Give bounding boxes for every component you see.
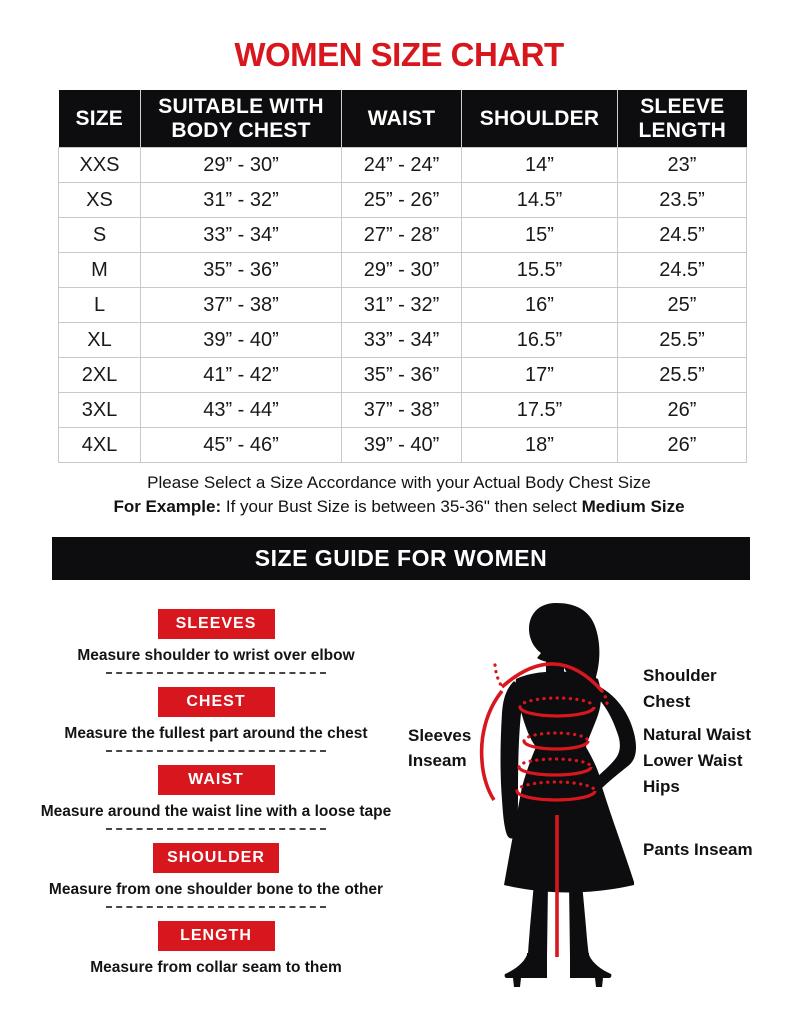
woman-silhouette-figure [450, 595, 660, 995]
cell-sleeve: 25.5” [618, 358, 747, 393]
header-size: SIZE [59, 90, 141, 148]
sleeves-tag: SLEEVES [158, 609, 275, 639]
size-table [58, 90, 747, 463]
chest-description: Measure the fullest part around the chest [64, 725, 368, 742]
page-title: WOMEN SIZE CHART [234, 36, 564, 73]
sleeve-measure-line [482, 691, 502, 800]
cell-shoulder: 17” [462, 358, 618, 393]
dashed-divider [106, 750, 326, 752]
cell-shoulder: 17.5” [462, 393, 618, 428]
guide-item-waist [41, 765, 392, 830]
cell-size: XS [59, 183, 141, 218]
table-row [59, 148, 747, 183]
note-example-mid: If your Bust Size is between 35-36" then select [225, 497, 577, 516]
cell-chest: 37” - 38” [141, 288, 342, 323]
length-description: Measure from collar seam to them [90, 959, 342, 976]
chest-tag: CHEST [158, 687, 275, 717]
cell-chest: 31” - 32” [141, 183, 342, 218]
label-sleeves-inseam [408, 726, 471, 776]
note-example-suffix: Medium Size [581, 497, 685, 516]
cell-chest: 29” - 30” [141, 148, 342, 183]
size-guide-banner: SIZE GUIDE FOR WOMEN [52, 537, 750, 580]
table-row [59, 323, 747, 358]
table-row [59, 393, 747, 428]
cell-sleeve: 24.5” [618, 218, 747, 253]
cell-sleeve: 26” [618, 393, 747, 428]
note-example-prefix: For Example: [113, 497, 222, 516]
label-sleeves: Sleeves [408, 726, 472, 745]
silhouette-left-boot [505, 953, 547, 978]
guide-item-chest [64, 687, 367, 752]
cell-sleeve: 25” [618, 288, 747, 323]
cell-shoulder: 18” [462, 428, 618, 463]
cell-sleeve: 26” [618, 428, 747, 463]
cell-size: S [59, 218, 141, 253]
cell-chest: 45” - 46” [141, 428, 342, 463]
cell-size: L [59, 288, 141, 323]
label-shoulder: Shoulder [643, 666, 717, 685]
measurement-instructions [40, 609, 392, 990]
cell-shoulder: 14.5” [462, 183, 618, 218]
size-notes [0, 471, 798, 519]
cell-size: XL [59, 323, 141, 358]
shoulder-arc-dotted-left [495, 665, 502, 687]
silhouette-left-heel [513, 978, 521, 987]
header-sleeve-length: SLEEVE LENGTH [618, 90, 747, 148]
dashed-divider [106, 672, 326, 674]
table-row [59, 253, 747, 288]
guide-item-shoulder [49, 843, 383, 908]
table-row [59, 183, 747, 218]
cell-size: 3XL [59, 393, 141, 428]
note-line-1: Please Select a Size Accordance with your Actual Body Chest Size [147, 473, 651, 492]
cell-chest: 43” - 44” [141, 393, 342, 428]
waist-description: Measure around the waist line with a loose tape [40, 803, 392, 820]
cell-size: 4XL [59, 428, 141, 463]
table-row [59, 358, 747, 393]
cell-waist: 27” - 28” [342, 218, 462, 253]
cell-waist: 33” - 34” [342, 323, 462, 358]
label-pants-inseam: Pants Inseam [643, 840, 753, 859]
cell-shoulder: 15.5” [462, 253, 618, 288]
cell-waist: 29” - 30” [342, 253, 462, 288]
header-shoulder: SHOULDER [462, 90, 618, 148]
waist-tag: WAIST [158, 765, 275, 795]
cell-sleeve: 24.5” [618, 253, 747, 288]
cell-waist: 35” - 36” [342, 358, 462, 393]
silhouette-neck [546, 647, 564, 673]
cell-waist: 24” - 24” [342, 148, 462, 183]
header-body-chest: SUITABLE WITH BODY CHEST [141, 90, 342, 148]
table-row [59, 288, 747, 323]
label-inseam: Inseam [408, 751, 467, 770]
guide-item-sleeves [77, 609, 354, 674]
cell-size: 2XL [59, 358, 141, 393]
note-line-2 [0, 495, 798, 519]
guide-item-length [90, 921, 342, 977]
dashed-divider [106, 828, 326, 830]
label-lower-waist: Lower Waist [643, 751, 743, 770]
cell-shoulder: 16” [462, 288, 618, 323]
cell-sleeve: 23.5” [618, 183, 747, 218]
cell-waist: 25” - 26” [342, 183, 462, 218]
silhouette-left-leg [528, 883, 548, 957]
shoulder-description: Measure from one shoulder bone to the other [48, 881, 384, 898]
cell-waist: 31” - 32” [342, 288, 462, 323]
label-natural-waist: Natural Waist [643, 725, 752, 744]
cell-size: XXS [59, 148, 141, 183]
silhouette-right-heel [595, 978, 603, 987]
silhouette-right-leg [569, 883, 589, 957]
label-hips: Hips [643, 777, 680, 796]
cell-chest: 35” - 36” [141, 253, 342, 288]
cell-shoulder: 14” [462, 148, 618, 183]
cell-chest: 39” - 40” [141, 323, 342, 358]
table-row [59, 428, 747, 463]
cell-size: M [59, 253, 141, 288]
cell-shoulder: 16.5” [462, 323, 618, 358]
sleeves-description: Measure shoulder to wrist over elbow [77, 647, 355, 664]
cell-waist: 39” - 40” [342, 428, 462, 463]
cell-shoulder: 15” [462, 218, 618, 253]
cell-sleeve: 25.5” [618, 323, 747, 358]
table-row [59, 218, 747, 253]
cell-chest: 33” - 34” [141, 218, 342, 253]
cell-sleeve: 23” [618, 148, 747, 183]
length-tag: LENGTH [158, 921, 275, 951]
label-chest: Chest [643, 692, 691, 711]
table-header-row [59, 90, 747, 148]
shoulder-tag: SHOULDER [153, 843, 279, 873]
cell-chest: 41” - 42” [141, 358, 342, 393]
header-waist: WAIST [342, 90, 462, 148]
silhouette-right-boot [570, 953, 611, 978]
dashed-divider [106, 906, 326, 908]
cell-waist: 37” - 38” [342, 393, 462, 428]
size-guide-section [0, 595, 798, 1024]
